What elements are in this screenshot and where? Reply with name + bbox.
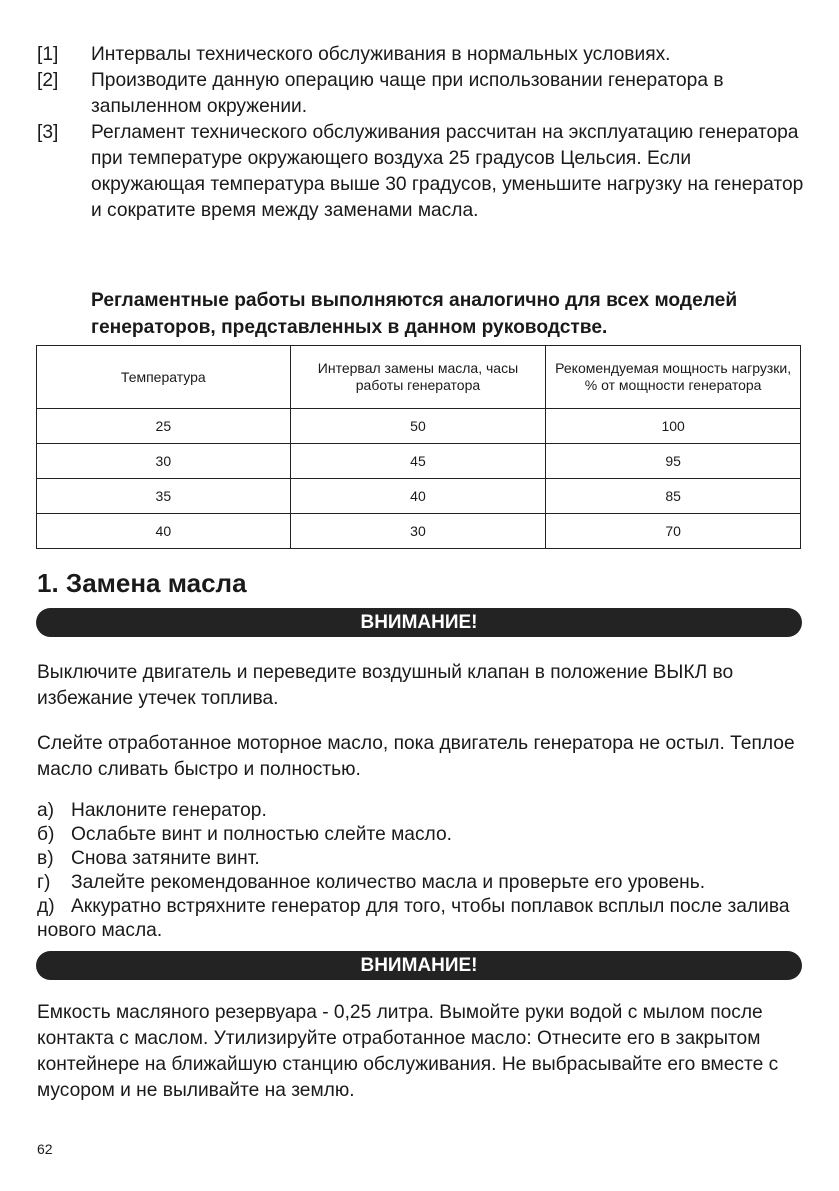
- oil-change-steps: [37, 799, 812, 943]
- instruction-paragraph: Выключите двигатель и переведите воздушный клапан в положение ВЫКЛ во избежание утечек топлива.: [37, 662, 734, 709]
- header-temperature: Температура: [37, 346, 291, 409]
- oil-interval-table: [36, 345, 801, 549]
- step-text: Наклоните генератор.: [71, 800, 267, 821]
- section-title: 1. Замена масла: [37, 568, 247, 598]
- list-item: [37, 847, 812, 871]
- table-cell: 50: [290, 409, 546, 444]
- footnote-item: [37, 68, 807, 120]
- step-letter: в): [37, 848, 54, 869]
- page-number: 62: [37, 1141, 53, 1157]
- footnote-number: [3]: [37, 122, 59, 143]
- list-item: [37, 799, 812, 823]
- table-cell: 30: [290, 514, 546, 549]
- list-item: [37, 823, 812, 847]
- warning-banner: ВНИМАНИЕ!: [36, 608, 802, 637]
- footnote-number: [1]: [37, 44, 59, 65]
- footnote-text: Интервалы технического обслуживания в нормальных условиях.: [91, 44, 671, 65]
- disposal-paragraph: Емкость масляного резервуара - 0,25 литра. Вымойте руки водой с мылом после контакта с маслом. Утилизируйте отработанное масло: Отнесите его в закрытом контейнере на ближайшую станцию обслуживания. Не выбрасывайте его вместе с мусором и не выливайте на землю.: [37, 1002, 779, 1101]
- table-cell: 45: [290, 444, 546, 479]
- footnote-item: [37, 42, 807, 68]
- table-cell: 40: [290, 479, 546, 514]
- list-item: [37, 895, 812, 943]
- warning-banner: ВНИМАНИЕ!: [36, 951, 802, 980]
- table-cell: 95: [546, 444, 801, 479]
- step-text: Аккуратно встряхните генератор для того, чтобы поплавок всплыл после залива нового масла.: [37, 896, 790, 941]
- footnote-text: Регламент технического обслуживания рассчитан на эксплуатацию генератора при температуре окружающего воздуха 25 градусов Цельсия. Если окружающая температура выше 30 градусов, уменьшите нагрузку на генератор и сократите время между заменами масла.: [91, 122, 804, 221]
- footnotes-list: [37, 42, 807, 224]
- step-text: Ослабьте винт и полностью слейте масло.: [71, 824, 452, 845]
- step-text: Залейте рекомендованное количество масла и проверьте его уровень.: [71, 872, 706, 893]
- table-row: [37, 514, 801, 549]
- table-cell: 35: [37, 479, 291, 514]
- step-text: Снова затяните винт.: [71, 848, 260, 869]
- footnote-text: Производите данную операцию чаще при использовании генератора в запыленном окружении.: [91, 70, 724, 117]
- instruction-paragraph: Слейте отработанное моторное масло, пока двигатель генератора не остыл. Теплое масло сливать быстро и полностью.: [37, 733, 795, 780]
- table-row: [37, 444, 801, 479]
- header-load-power: Рекомендуемая мощность нагрузки, % от мощности генератора: [546, 346, 801, 409]
- table-cell: 85: [546, 479, 801, 514]
- table-cell: 30: [37, 444, 291, 479]
- step-letter: д): [37, 896, 55, 917]
- table-header-row: [37, 346, 801, 409]
- list-item: [37, 871, 812, 895]
- footnote-number: [2]: [37, 70, 59, 91]
- maintenance-bold-note: Регламентные работы выполняются аналогично для всех моделей генераторов, представленных в данном руководстве.: [91, 290, 738, 339]
- table-row: [37, 409, 801, 444]
- footnote-item: [37, 120, 807, 224]
- step-letter: г): [37, 872, 51, 893]
- step-letter: а): [37, 800, 55, 821]
- step-letter: б): [37, 824, 55, 845]
- table-cell: 40: [37, 514, 291, 549]
- table-cell: 70: [546, 514, 801, 549]
- table-cell: 25: [37, 409, 291, 444]
- table-row: [37, 479, 801, 514]
- table-cell: 100: [546, 409, 801, 444]
- header-oil-interval: Интервал замены масла, часы работы генератора: [290, 346, 546, 409]
